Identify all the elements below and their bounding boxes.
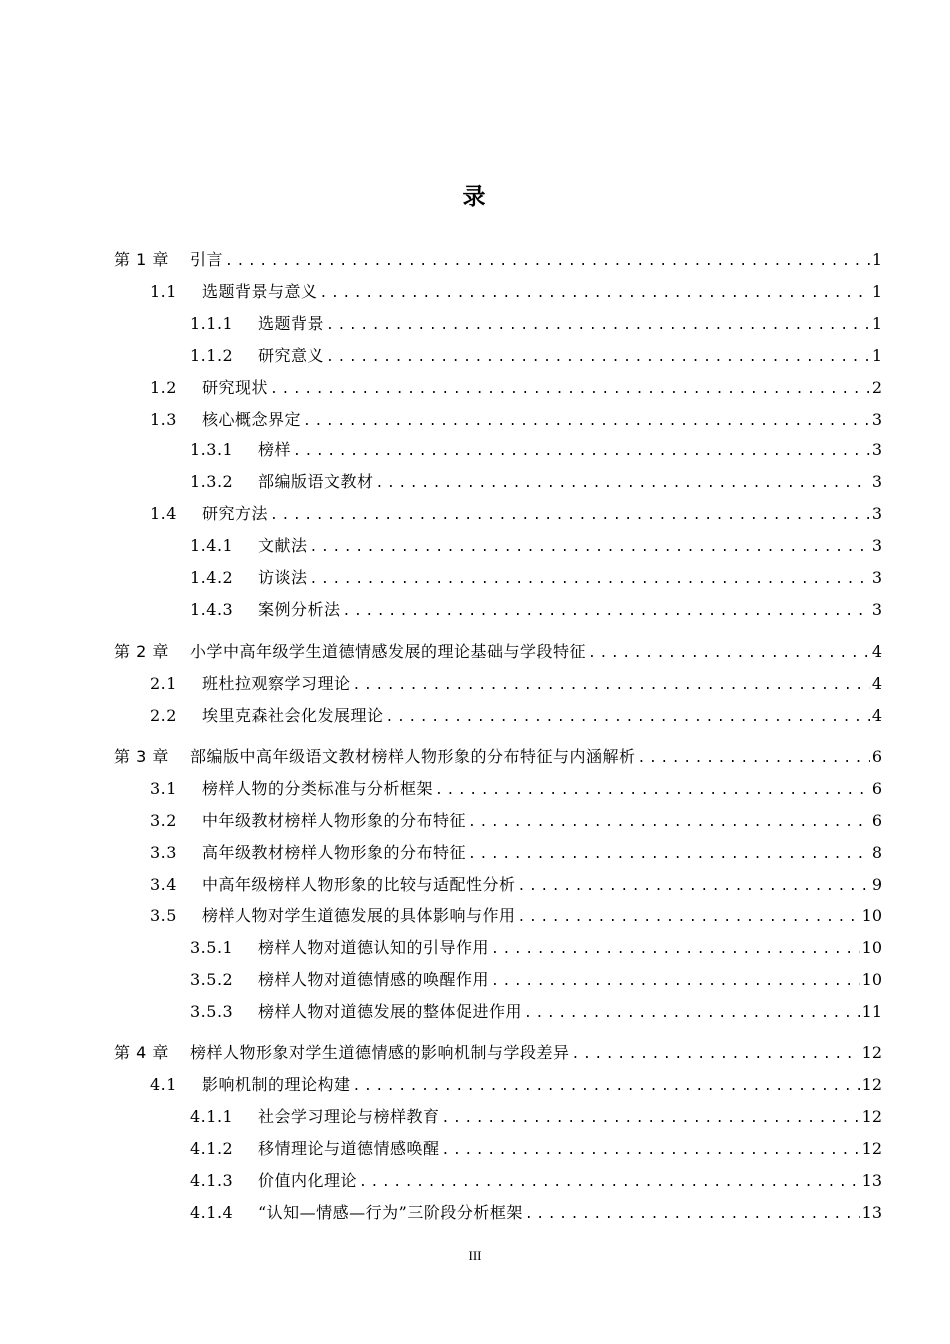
toc-entry-number: 1.2 <box>150 378 177 397</box>
toc-entry-page: 1 <box>871 314 882 333</box>
toc-entry-title: 小学中高年级学生道德情感发展的理论基础与学段特征 <box>190 642 587 661</box>
toc-entry-title: 部编版语文教材 <box>258 472 374 491</box>
toc-entry-title: 影响机制的理论构建 <box>202 1075 351 1094</box>
toc-dot-leader <box>359 1171 860 1195</box>
toc-dot-leader <box>491 938 860 962</box>
toc-entry-page: 3 <box>871 504 882 523</box>
page-title: 录 <box>462 184 488 210</box>
toc-entry-level2[interactable] <box>150 672 882 696</box>
toc-entry-number: 2.1 <box>150 674 177 693</box>
toc-dot-leader <box>442 1107 860 1131</box>
toc-dot-leader <box>303 410 870 434</box>
toc-entry-page: 12 <box>861 1107 882 1126</box>
toc-entry-number: 3.3 <box>150 843 177 862</box>
toc-entry-level2[interactable] <box>150 408 882 432</box>
toc-entry-level2[interactable] <box>150 1073 882 1097</box>
toc-entry-number: 4.1.2 <box>190 1139 234 1158</box>
toc-entry-title: 榜样人物对道德情感的唤醒作用 <box>258 970 490 989</box>
toc-entry-level2[interactable] <box>150 376 882 400</box>
toc-entry-number: 3.5.2 <box>190 970 234 989</box>
toc-entry-level3[interactable] <box>190 438 882 462</box>
toc-entry-level2[interactable] <box>150 777 882 801</box>
toc-entry-level2[interactable] <box>150 904 882 928</box>
toc-entry-level1[interactable] <box>114 640 882 664</box>
toc-entry-title: 部编版中高年级语文教材榜样人物形象的分布特征与内涵解析 <box>190 747 636 766</box>
toc-entry-number: 1.1.1 <box>190 314 234 333</box>
toc-entry-title: 引言 <box>190 250 224 269</box>
toc-entry-page: 3 <box>871 440 882 459</box>
toc-dot-leader <box>343 600 870 624</box>
toc-entry-title: 选题背景 <box>258 314 325 333</box>
toc-dot-leader <box>518 875 870 899</box>
toc-dot-leader <box>270 504 870 528</box>
toc-entry-title: 榜样人物的分类标准与分析框架 <box>202 779 434 798</box>
toc-dot-leader <box>310 536 870 560</box>
toc-entry-number: 1.4 <box>150 504 177 523</box>
toc-entry-number: 4.1.1 <box>190 1107 234 1126</box>
toc-entry-page: 6 <box>871 779 882 798</box>
toc-entry-level3[interactable] <box>190 936 882 960</box>
toc-entry-title: 榜样人物对道德认知的引导作用 <box>258 938 490 957</box>
toc-entry-title: 研究现状 <box>202 378 269 397</box>
toc-entry-page: 2 <box>871 378 882 397</box>
toc-entry-page: 13 <box>861 1171 882 1190</box>
toc-entry-page: 10 <box>861 906 882 925</box>
toc-entry-level3[interactable] <box>190 344 882 368</box>
toc-dot-leader <box>468 811 870 835</box>
toc-entry-title: 访谈法 <box>258 568 308 587</box>
toc-entry-number: 4.1.4 <box>190 1203 234 1222</box>
toc-entry-page: 6 <box>871 747 882 766</box>
toc-entry-number: 1.1 <box>150 282 177 301</box>
toc-entry-number: 3.5.1 <box>190 938 234 957</box>
toc-entry-title: 移情理论与道德情感唤醒 <box>258 1139 440 1158</box>
toc-entry-number: 第 2 章 <box>114 642 169 661</box>
toc-entry-number: 4.1 <box>150 1075 177 1094</box>
toc-entry-level3[interactable] <box>190 470 882 494</box>
toc-entry-number: 2.2 <box>150 706 177 725</box>
toc-entry-title: 榜样人物对道德发展的整体促进作用 <box>258 1002 523 1021</box>
toc-entry-title: 选题背景与意义 <box>202 282 318 301</box>
toc-entry-level2[interactable] <box>150 280 882 304</box>
toc-entry-page: 4 <box>871 642 882 661</box>
toc-entry-page: 13 <box>861 1203 882 1222</box>
toc-entry-title: 班杜拉观察学习理论 <box>202 674 351 693</box>
toc-entry-number: 3.2 <box>150 811 177 830</box>
toc-entry-number: 1.3.2 <box>190 472 234 491</box>
toc-entry-number: 3.4 <box>150 875 177 894</box>
toc-entry-title: 榜样人物形象对学生道德情感的影响机制与学段差异 <box>190 1043 570 1062</box>
toc-entry-page: 3 <box>871 600 882 619</box>
toc-entry-level3[interactable] <box>190 968 882 992</box>
toc-dot-leader <box>225 250 870 274</box>
toc-dot-leader <box>524 1002 860 1026</box>
toc-entry-title: 中年级教材榜样人物形象的分布特征 <box>202 811 467 830</box>
toc-entry-title: 研究意义 <box>258 346 325 365</box>
toc-entry-page: 10 <box>861 938 882 957</box>
toc-entry-number: 1.4.2 <box>190 568 234 587</box>
toc-entry-number: 1.4.3 <box>190 600 234 619</box>
toc-entry-level1[interactable] <box>114 1041 882 1065</box>
toc-entry-title: 中高年级榜样人物形象的比较与适配性分析 <box>202 875 516 894</box>
toc-entry-number: 第 1 章 <box>114 250 169 269</box>
toc-entry-level3[interactable] <box>190 534 882 558</box>
toc-entry-page: 4 <box>871 706 882 725</box>
toc-entry-level2[interactable] <box>150 841 882 865</box>
toc-entry-title: 价值内化理论 <box>258 1171 358 1190</box>
toc-dot-leader <box>435 779 870 803</box>
toc-entry-title: 高年级教材榜样人物形象的分布特征 <box>202 843 467 862</box>
toc-entry-title: 案例分析法 <box>258 600 341 619</box>
toc-dot-leader <box>491 970 860 994</box>
toc-entry-level2[interactable] <box>150 704 882 728</box>
toc-dot-leader <box>270 378 870 402</box>
toc-entry-level3[interactable] <box>190 1000 882 1024</box>
toc-entry-page: 3 <box>871 472 882 491</box>
toc-entry-page: 12 <box>861 1139 882 1158</box>
toc-entry-level3[interactable] <box>190 598 882 622</box>
toc-entry-level1[interactable] <box>114 248 882 272</box>
toc-entry-level3[interactable] <box>190 312 882 336</box>
toc-entry-title: 核心概念界定 <box>202 410 302 429</box>
toc-dot-leader <box>353 674 870 698</box>
toc-entry-number: 1.3 <box>150 410 177 429</box>
toc-entry-level3[interactable] <box>190 1169 882 1193</box>
toc-entry-number: 1.1.2 <box>190 346 234 365</box>
toc-entry-title: 社会学习理论与榜样教育 <box>258 1107 440 1126</box>
toc-entry-level3[interactable] <box>190 1137 882 1161</box>
toc-entry-title: 榜样人物对学生道德发展的具体影响与作用 <box>202 906 516 925</box>
toc-entry-level3[interactable] <box>190 566 882 590</box>
toc-dot-leader <box>386 706 870 730</box>
toc-entry-number: 1.4.1 <box>190 536 234 555</box>
toc-entry-page: 9 <box>871 875 882 894</box>
toc-entry-page: 12 <box>861 1043 882 1062</box>
toc-entry-level3[interactable] <box>190 1201 882 1225</box>
page-number-footer: III <box>468 1248 482 1263</box>
toc-entry-title: 榜样 <box>258 440 292 459</box>
toc-dot-leader <box>326 346 870 370</box>
toc-entry-page: 1 <box>871 282 882 301</box>
toc-entry-level3[interactable] <box>190 1105 882 1129</box>
toc-dot-leader <box>525 1203 860 1227</box>
toc-entry-number: 第 4 章 <box>114 1043 169 1062</box>
toc-dot-leader <box>320 282 870 306</box>
toc-entry-page: 8 <box>871 843 882 862</box>
toc-entry-page: 1 <box>871 250 882 269</box>
toc-dot-leader <box>310 568 870 592</box>
toc-entry-page: 1 <box>871 346 882 365</box>
toc-dot-leader <box>468 843 870 867</box>
toc-entry-page: 12 <box>861 1075 882 1094</box>
toc-entry-number: 3.5.3 <box>190 1002 234 1021</box>
toc-entry-level1[interactable] <box>114 745 882 769</box>
toc-entry-number: 4.1.3 <box>190 1171 234 1190</box>
toc-dot-leader <box>442 1139 860 1163</box>
toc-entry-page: 4 <box>871 674 882 693</box>
toc-entry-level2[interactable] <box>150 873 882 897</box>
toc-dot-leader <box>572 1043 860 1067</box>
toc-entry-page: 11 <box>861 1002 882 1021</box>
toc-entry-title: 文献法 <box>258 536 308 555</box>
toc-entry-level2[interactable] <box>150 502 882 526</box>
toc-dot-leader <box>588 642 870 666</box>
toc-dot-leader <box>638 747 870 771</box>
toc-entry-page: 3 <box>871 536 882 555</box>
toc-entry-page: 3 <box>871 410 882 429</box>
toc-dot-leader <box>518 906 860 930</box>
toc-entry-number: 3.5 <box>150 906 177 925</box>
toc-entry-number: 3.1 <box>150 779 177 798</box>
toc-entry-title: “认知—情感—行为”三阶段分析框架 <box>258 1203 523 1222</box>
toc-dot-leader <box>326 314 870 338</box>
toc-entry-number: 第 3 章 <box>114 747 169 766</box>
toc-entry-page: 3 <box>871 568 882 587</box>
toc-dot-leader <box>376 472 870 496</box>
toc-entry-title: 研究方法 <box>202 504 269 523</box>
toc-entry-page: 6 <box>871 811 882 830</box>
toc-entry-page: 10 <box>861 970 882 989</box>
toc-dot-leader <box>293 440 870 464</box>
toc-entry-number: 1.3.1 <box>190 440 234 459</box>
toc-entry-level2[interactable] <box>150 809 882 833</box>
toc-entry-title: 埃里克森社会化发展理论 <box>202 706 384 725</box>
toc-dot-leader <box>353 1075 860 1099</box>
